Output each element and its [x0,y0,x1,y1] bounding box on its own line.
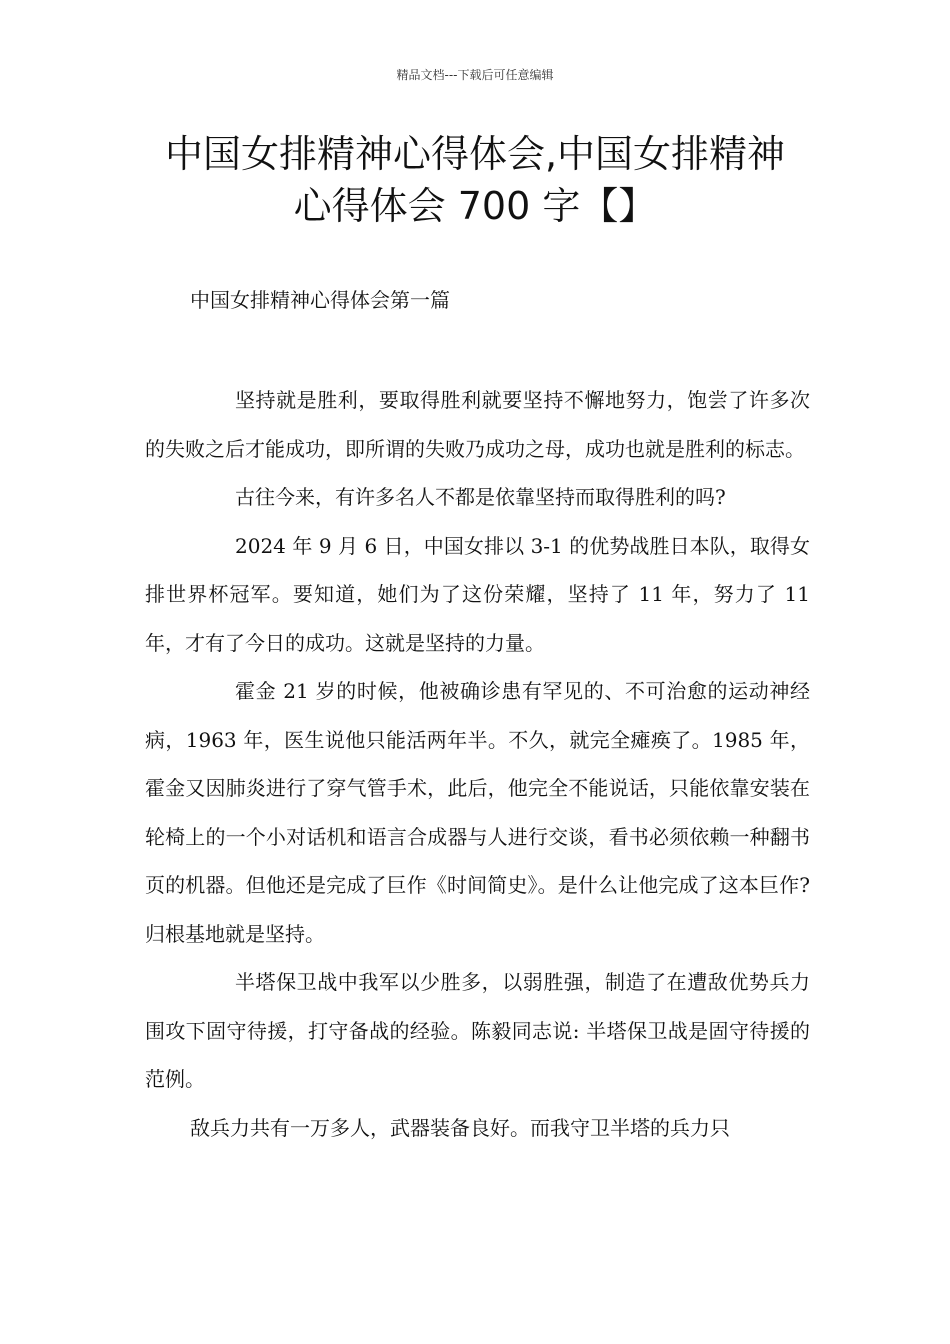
header-note: 精品文档---下载后可任意编辑 [396,68,554,82]
paragraph-6: 敌兵力共有一万多人，武器装备良好。而我守卫半塔的兵力只 [190,1115,730,1140]
document-title [120,128,830,232]
title-line-2: 心得体会 700 字【】 [293,184,657,228]
paragraph-1: 坚持就是胜利，要取得胜利就要坚持不懈地努力，饱尝了许多次的失败之后才能成功，即所谓的失败乃成功之母，成功也就是胜利的标志。 [145,388,810,461]
paragraph-4: 霍金 21 岁的时候，他被确诊患有罕见的、不可治愈的运动神经病，1963 年，医生说他只能活两年半。不久，就完全瘫痪了。1985 年，霍金又因肺炎进行了穿气管手术，此后，他完全不能说话，只能依靠安装在轮椅上的一个小对话机和语言合成器与人进行交谈，看书必须依赖一种翻书页的机器。但他还是完成了巨作《时间简史》。是什么让他完成了这本巨作?归根基地就是坚持。 [145,679,810,946]
title-line-1: 中国女排精神心得体会,中国女排精神 [164,132,786,176]
document-body [145,376,810,1152]
paragraph-5: 半塔保卫战中我军以少胜多，以弱胜强，制造了在遭敌优势兵力围攻下固守待援，打守备战的经验。陈毅同志说: 半塔保卫战是固守待援的范例。 [145,970,810,1091]
paragraph-2: 古往今来，有许多名人不都是依靠坚持而取得胜利的吗? [235,485,726,509]
section-heading: 中国女排精神心得体会第一篇 [190,288,450,312]
paragraph-3: 2024 年 9 月 6 日，中国女排以 3-1 的优势战胜日本队，取得女排世界杯冠军。要知道，她们为了这份荣耀，坚持了 11 年，努力了 11 年，才有了今日的成功。这就是坚持的力量。 [145,533,810,655]
